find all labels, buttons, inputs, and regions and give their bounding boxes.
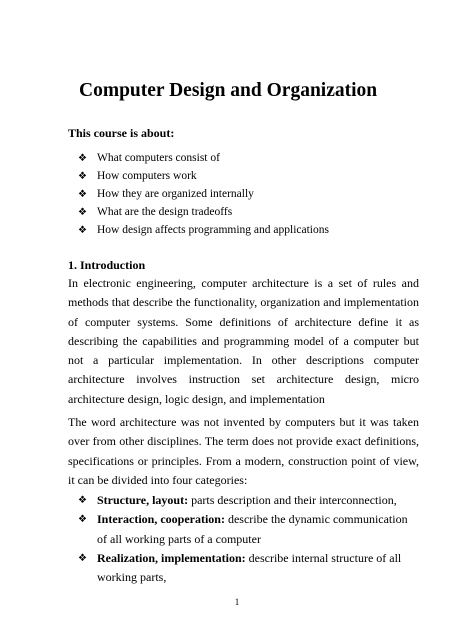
topic-text: How design affects programming and applications [97,224,329,236]
category-description: describe the dynamic communication of all working parts of a computer [97,512,408,546]
diamond-bullet-icon: ❖ [78,552,87,564]
section-heading: 1. Introduction [68,258,146,272]
page-number: 1 [234,597,240,607]
list-item [78,549,419,588]
intro-paragraph: In electronic engineering, computer architecture is a set of rules and methods that describe the functionality, organization and implementation of computer systems. Some definitions of architecture define it as describing the capabilities and programming model of a computer but not a particular implementation. In other descriptions computer architecture involves instruction set architecture design, micro architecture design, logic design, and implementation [68,276,419,406]
list-item [78,167,329,185]
list-item [78,149,329,167]
list-item [78,185,329,203]
course-intro-label: This course is about: [68,126,175,140]
list-item [78,491,419,510]
topic-text: What are the design tradeoffs [97,206,233,218]
diamond-bullet-icon: ❖ [78,189,87,200]
topic-text: How they are organized internally [97,188,254,200]
list-item [78,221,329,239]
category-term: Structure, layout: [97,493,189,507]
list-item [78,510,419,549]
category-list [78,491,419,587]
diamond-bullet-icon: ❖ [78,207,87,218]
category-term: Interaction, cooperation: [97,512,225,527]
document-title: Computer Design and Organization [79,80,378,101]
architecture-paragraph: The word architecture was not invented by computers but it was taken over from other disciplines. The term does not provide exact definitions, specifications or principles. From a modern, construction point of view, it can be divided into four categories: [68,415,419,487]
diamond-bullet-icon: ❖ [78,153,87,164]
category-description: parts description and their interconnection, [188,493,397,507]
category-description: describe internal structure of all working parts, [97,550,402,585]
category-term: Realization, implementation: [97,550,246,565]
course-topic-list [78,149,329,239]
list-item [78,203,329,221]
diamond-bullet-icon: ❖ [78,495,87,506]
diamond-bullet-icon: ❖ [78,514,87,526]
topic-text: What computers consist of [97,152,220,164]
diamond-bullet-icon: ❖ [78,225,87,236]
diamond-bullet-icon: ❖ [78,171,87,182]
topic-text: How computers work [97,170,197,182]
